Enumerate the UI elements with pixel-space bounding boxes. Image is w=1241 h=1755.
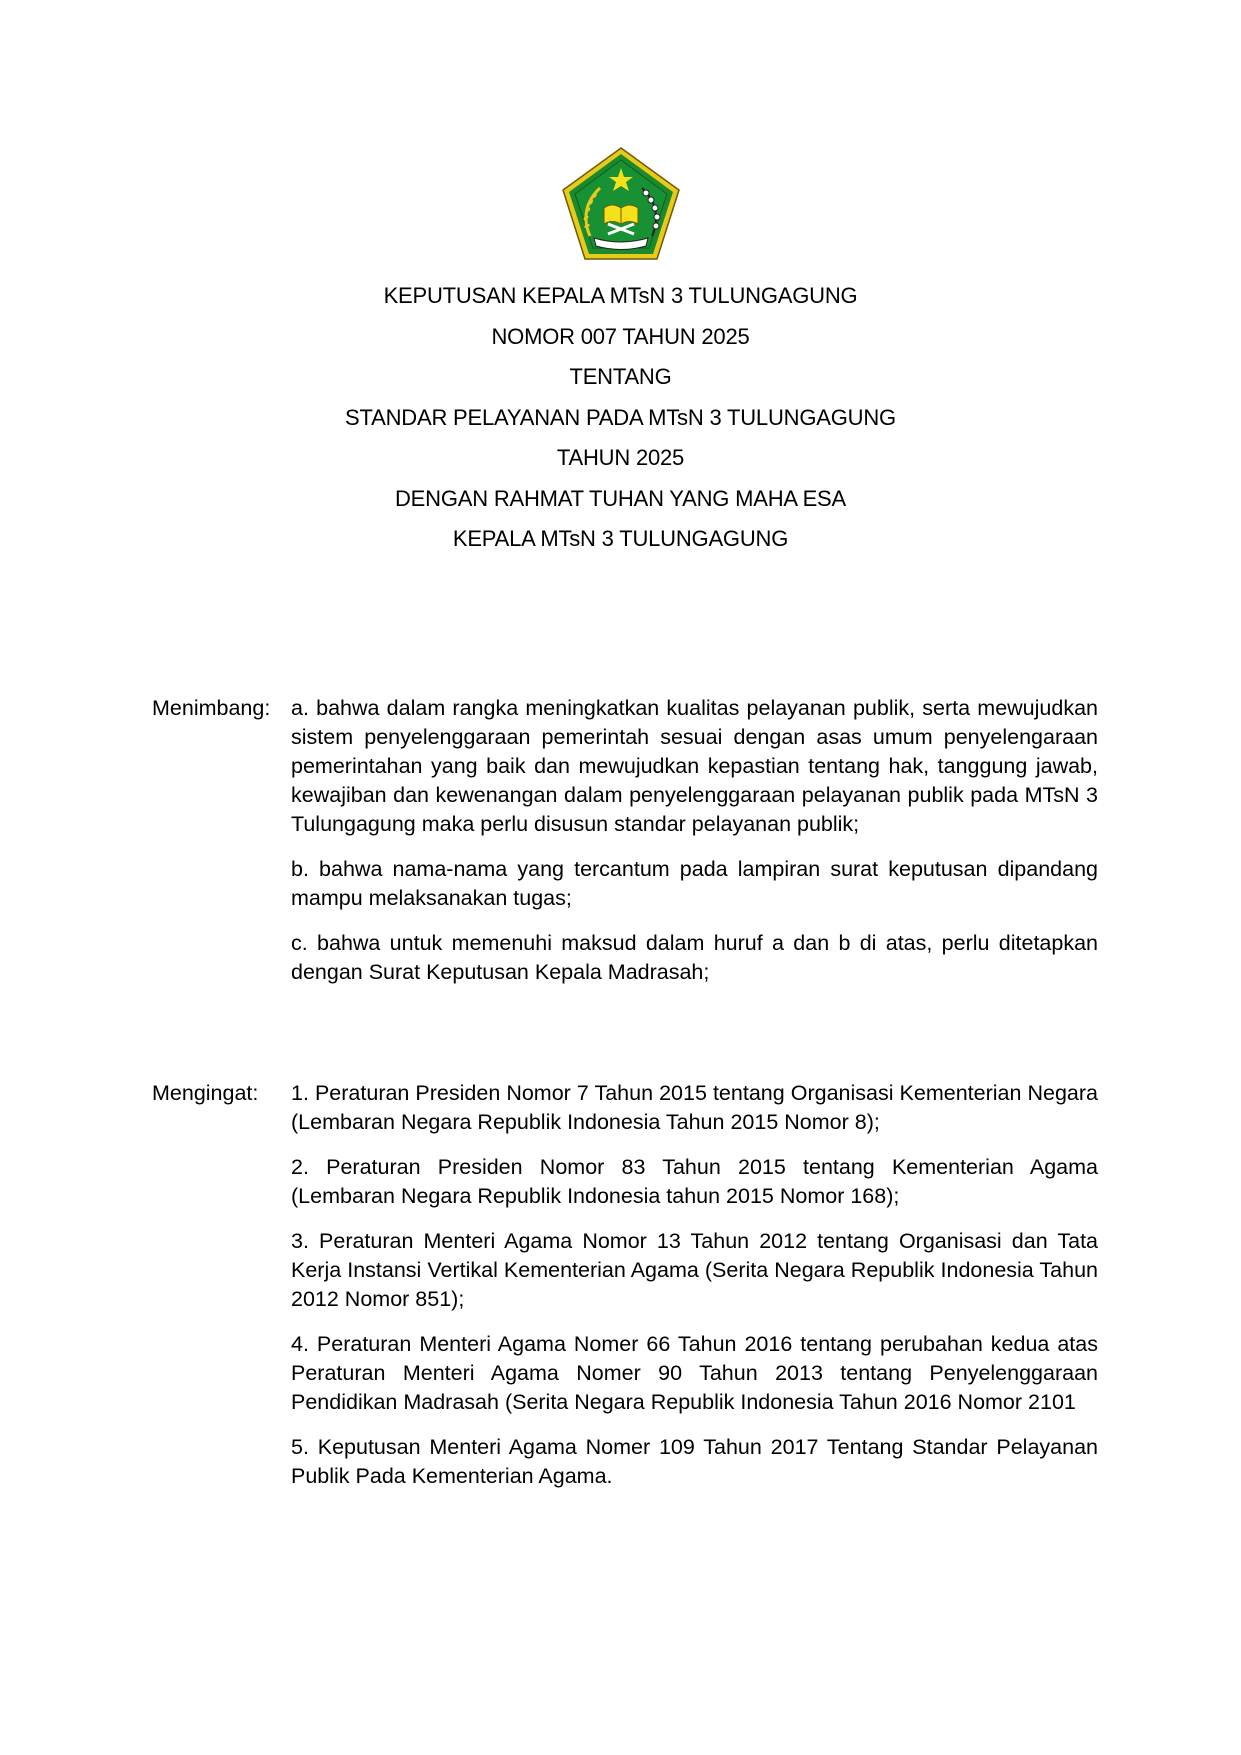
mengingat-item: 3. Peraturan Menteri Agama Nomor 13 Tahun 2012 tentang Organisasi dan Tata Kerja Instansi Vertikal Kementerian Agama (Serita Negara Republik Indonesia Tahun 2012 Nomor 851); xyxy=(291,1229,1098,1311)
decree-title: KEPUTUSAN KEPALA MTsN 3 TULUNGAGUNG xyxy=(383,283,858,308)
ministry-emblem-logo xyxy=(560,146,682,262)
decree-invocation: DENGAN RAHMAT TUHAN YANG MAHA ESA xyxy=(394,486,846,511)
menimbang-label: Menimbang: xyxy=(152,696,271,720)
decree-tentang: TENTANG xyxy=(569,364,672,389)
decree-subject: STANDAR PELAYANAN PADA MTsN 3 TULUNGAGUNG xyxy=(345,405,896,430)
menimbang-section xyxy=(152,694,1098,1003)
mengingat-label: Mengingat: xyxy=(152,1081,259,1105)
mengingat-item: 5. Keputusan Menteri Agama Nomer 109 Tahun 2017 Tentang Standar Pelayanan Publik Pada Kementerian Agama. xyxy=(291,1435,1098,1488)
decree-issuer: KEPALA MTsN 3 TULUNGAGUNG xyxy=(452,526,789,551)
menimbang-item: c. bahwa untuk memenuhi maksud dalam huruf a dan b di atas, perlu ditetapkan dengan Surat Keputusan Kepala Madrasah; xyxy=(291,931,1098,984)
decree-number: NOMOR 007 TAHUN 2025 xyxy=(491,324,750,349)
decree-year: TAHUN 2025 xyxy=(556,445,685,470)
mengingat-section xyxy=(152,1079,1098,1507)
mengingat-item: 4. Peraturan Menteri Agama Nomer 66 Tahun 2016 tentang perubahan kedua atas Peraturan Menteri Agama Nomer 90 Tahun 2013 tentang Penyelenggaraan Pendidikan Madrasah (Serita Negara Republik Indonesia Tahun 2016 Nomor 2101 xyxy=(291,1332,1098,1414)
menimbang-item: b. bahwa nama-nama yang tercantum pada lampiran surat keputusan dipandang mampu melaksanakan tugas; xyxy=(291,857,1098,910)
mengingat-item: 2. Peraturan Presiden Nomor 83 Tahun 2015 tentang Kementerian Agama (Lembaran Negara Republik Indonesia tahun 2015 Nomor 168); xyxy=(291,1155,1098,1208)
menimbang-list xyxy=(291,694,1098,987)
menimbang-item: a. bahwa dalam rangka meningkatkan kualitas pelayanan publik, serta mewujudkan sistem penyelenggaraan pemerintah sesuai dengan asas umum penyelengaraan pemerintahan yang baik dan mewujudkan kepastian tentang hak, tanggung jawab, kewajiban dan kewenangan dalam penyelenggaraan pelayanan publik pada MTsN 3 Tulungagung maka perlu disusun standar pelayanan publik; xyxy=(291,696,1098,836)
mengingat-list xyxy=(291,1079,1098,1491)
emblem-icon xyxy=(560,146,682,262)
mengingat-item: 1. Peraturan Presiden Nomor 7 Tahun 2015 tentang Organisasi Kementerian Negara (Lembaran Negara Republik Indonesia Tahun 2015 Nomor 8); xyxy=(291,1081,1098,1134)
